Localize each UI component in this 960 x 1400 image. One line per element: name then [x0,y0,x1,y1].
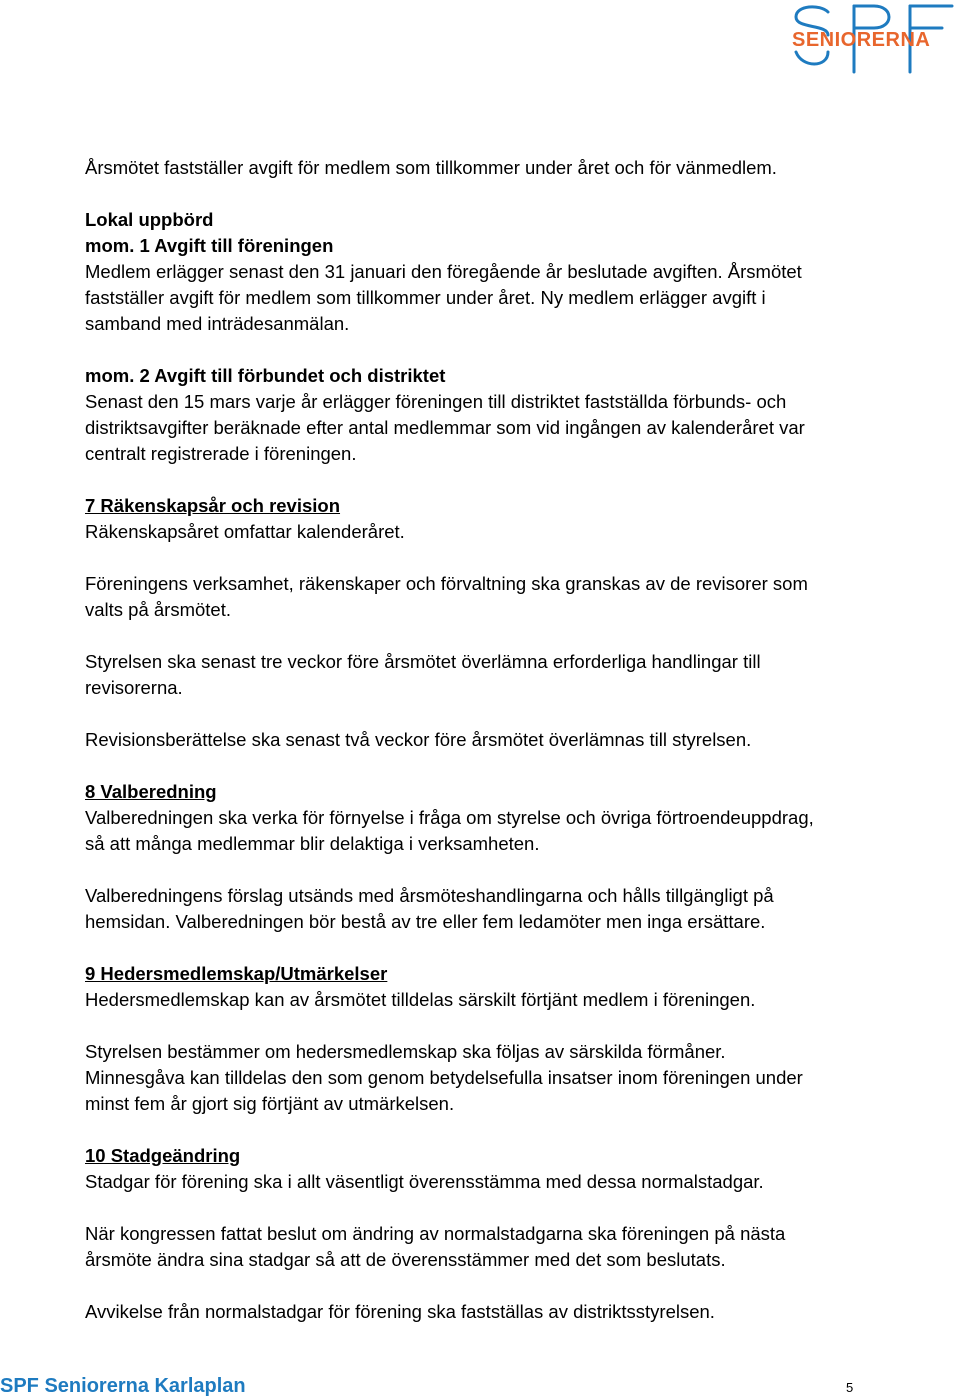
text-line: så att många medlemmar blir delaktiga i verksamheten. [85,833,540,854]
paragraph [85,883,960,935]
text-line: Valberedningen ska verka för förnyelse i fråga om styrelse och övriga förtroendeuppdrag, [85,807,814,828]
text-line: Hedersmedlemskap kan av årsmötet tilldelas särskilt förtjänt medlem i föreningen. [85,989,756,1010]
paragraph [85,571,960,623]
section-heading: 10 Stadgeändring [85,1145,241,1166]
text-line: centralt registrerade i föreningen. [85,443,357,464]
section-heading: Lokal uppbörd [85,209,214,230]
section-9 [85,961,960,1013]
paragraph [85,649,960,701]
subsection-heading: mom. 1 Avgift till föreningen [85,235,334,256]
text-line: årsmöte ändra sina stadgar så att de överensstämmer med det som beslutats. [85,1249,726,1270]
text-line: När kongressen fattat beslut om ändring av normalstadgarna ska föreningen på nästa [85,1223,786,1244]
text-line: Senast den 15 mars varje år erlägger föreningen till distriktet fastställda förbunds- och [85,391,787,412]
page-number: 5 [846,1380,854,1395]
section-7 [85,493,960,545]
text-line: Räkenskapsåret omfattar kalenderåret. [85,521,405,542]
text-line: Styrelsen ska senast tre veckor före årsmötet överlämna erforderliga handlingar till [85,651,761,672]
text-line: Stadgar för förening ska i allt väsentligt överensstämma med dessa normalstadgar. [85,1171,764,1192]
text-line: Årsmötet fastställer avgift för medlem som tillkommer under året och för vänmedlem. [85,157,777,178]
section-heading: 7 Räkenskapsår och revision [85,495,341,516]
text-line: revisorerna. [85,677,183,698]
subsection-mom-2 [85,363,960,467]
page-footer [0,1372,960,1400]
logo-wordmark: SENIORERNA [792,29,931,51]
text-line: Revisionsberättelse ska senast två veckor före årsmötet överlämnas till styrelsen. [85,729,752,750]
section-heading: 8 Valberedning [85,781,217,802]
section-heading: 9 Hedersmedlemskap/Utmärkelser [85,963,388,984]
text-line: valts på årsmötet. [85,599,232,620]
paragraph [85,1221,960,1273]
section-10 [85,1143,960,1195]
text-line: Avvikelse från normalstadgar för förening ska fastställas av distriktsstyrelsen. [85,1301,715,1322]
text-line: Medlem erlägger senast den 31 januari den föregående år beslutade avgiften. Årsmötet [85,261,802,282]
paragraph [85,1039,960,1117]
subsection-heading: mom. 2 Avgift till förbundet och distriktet [85,365,446,386]
spf-seniorerna-logo [782,2,960,76]
footer-title: SPF Seniorerna Karlaplan [0,1375,246,1397]
text-line: Minnesgåva kan tilldelas den som genom betydelsefulla insatser inom föreningen under [85,1067,803,1088]
text-line: Valberedningens förslag utsänds med årsmöteshandlingarna och hålls tillgängligt på [85,885,774,906]
text-line: Föreningens verksamhet, räkenskaper och förvaltning ska granskas av de revisorer som [85,573,808,594]
text-line: hemsidan. Valberedningen bör bestå av tre eller fem ledamöter men inga ersättare. [85,911,766,932]
text-line: Styrelsen bestämmer om hedersmedlemskap ska följas av särskilda förmåner. [85,1041,726,1062]
text-line: samband med inträdesanmälan. [85,313,350,334]
text-line: fastställer avgift för medlem som tillkommer under året. Ny medlem erlägger avgift i [85,287,766,308]
text-line: distriktsavgifter beräknade efter antal medlemmar som vid ingången av kalenderåret var [85,417,805,438]
section-lokal-uppbord [85,207,960,337]
text-line: minst fem år gjort sig förtjänt av utmärkelsen. [85,1093,455,1114]
paragraph [85,727,960,753]
document-body [85,155,960,1325]
paragraph [85,155,960,181]
section-8 [85,779,960,857]
paragraph [85,1299,960,1325]
